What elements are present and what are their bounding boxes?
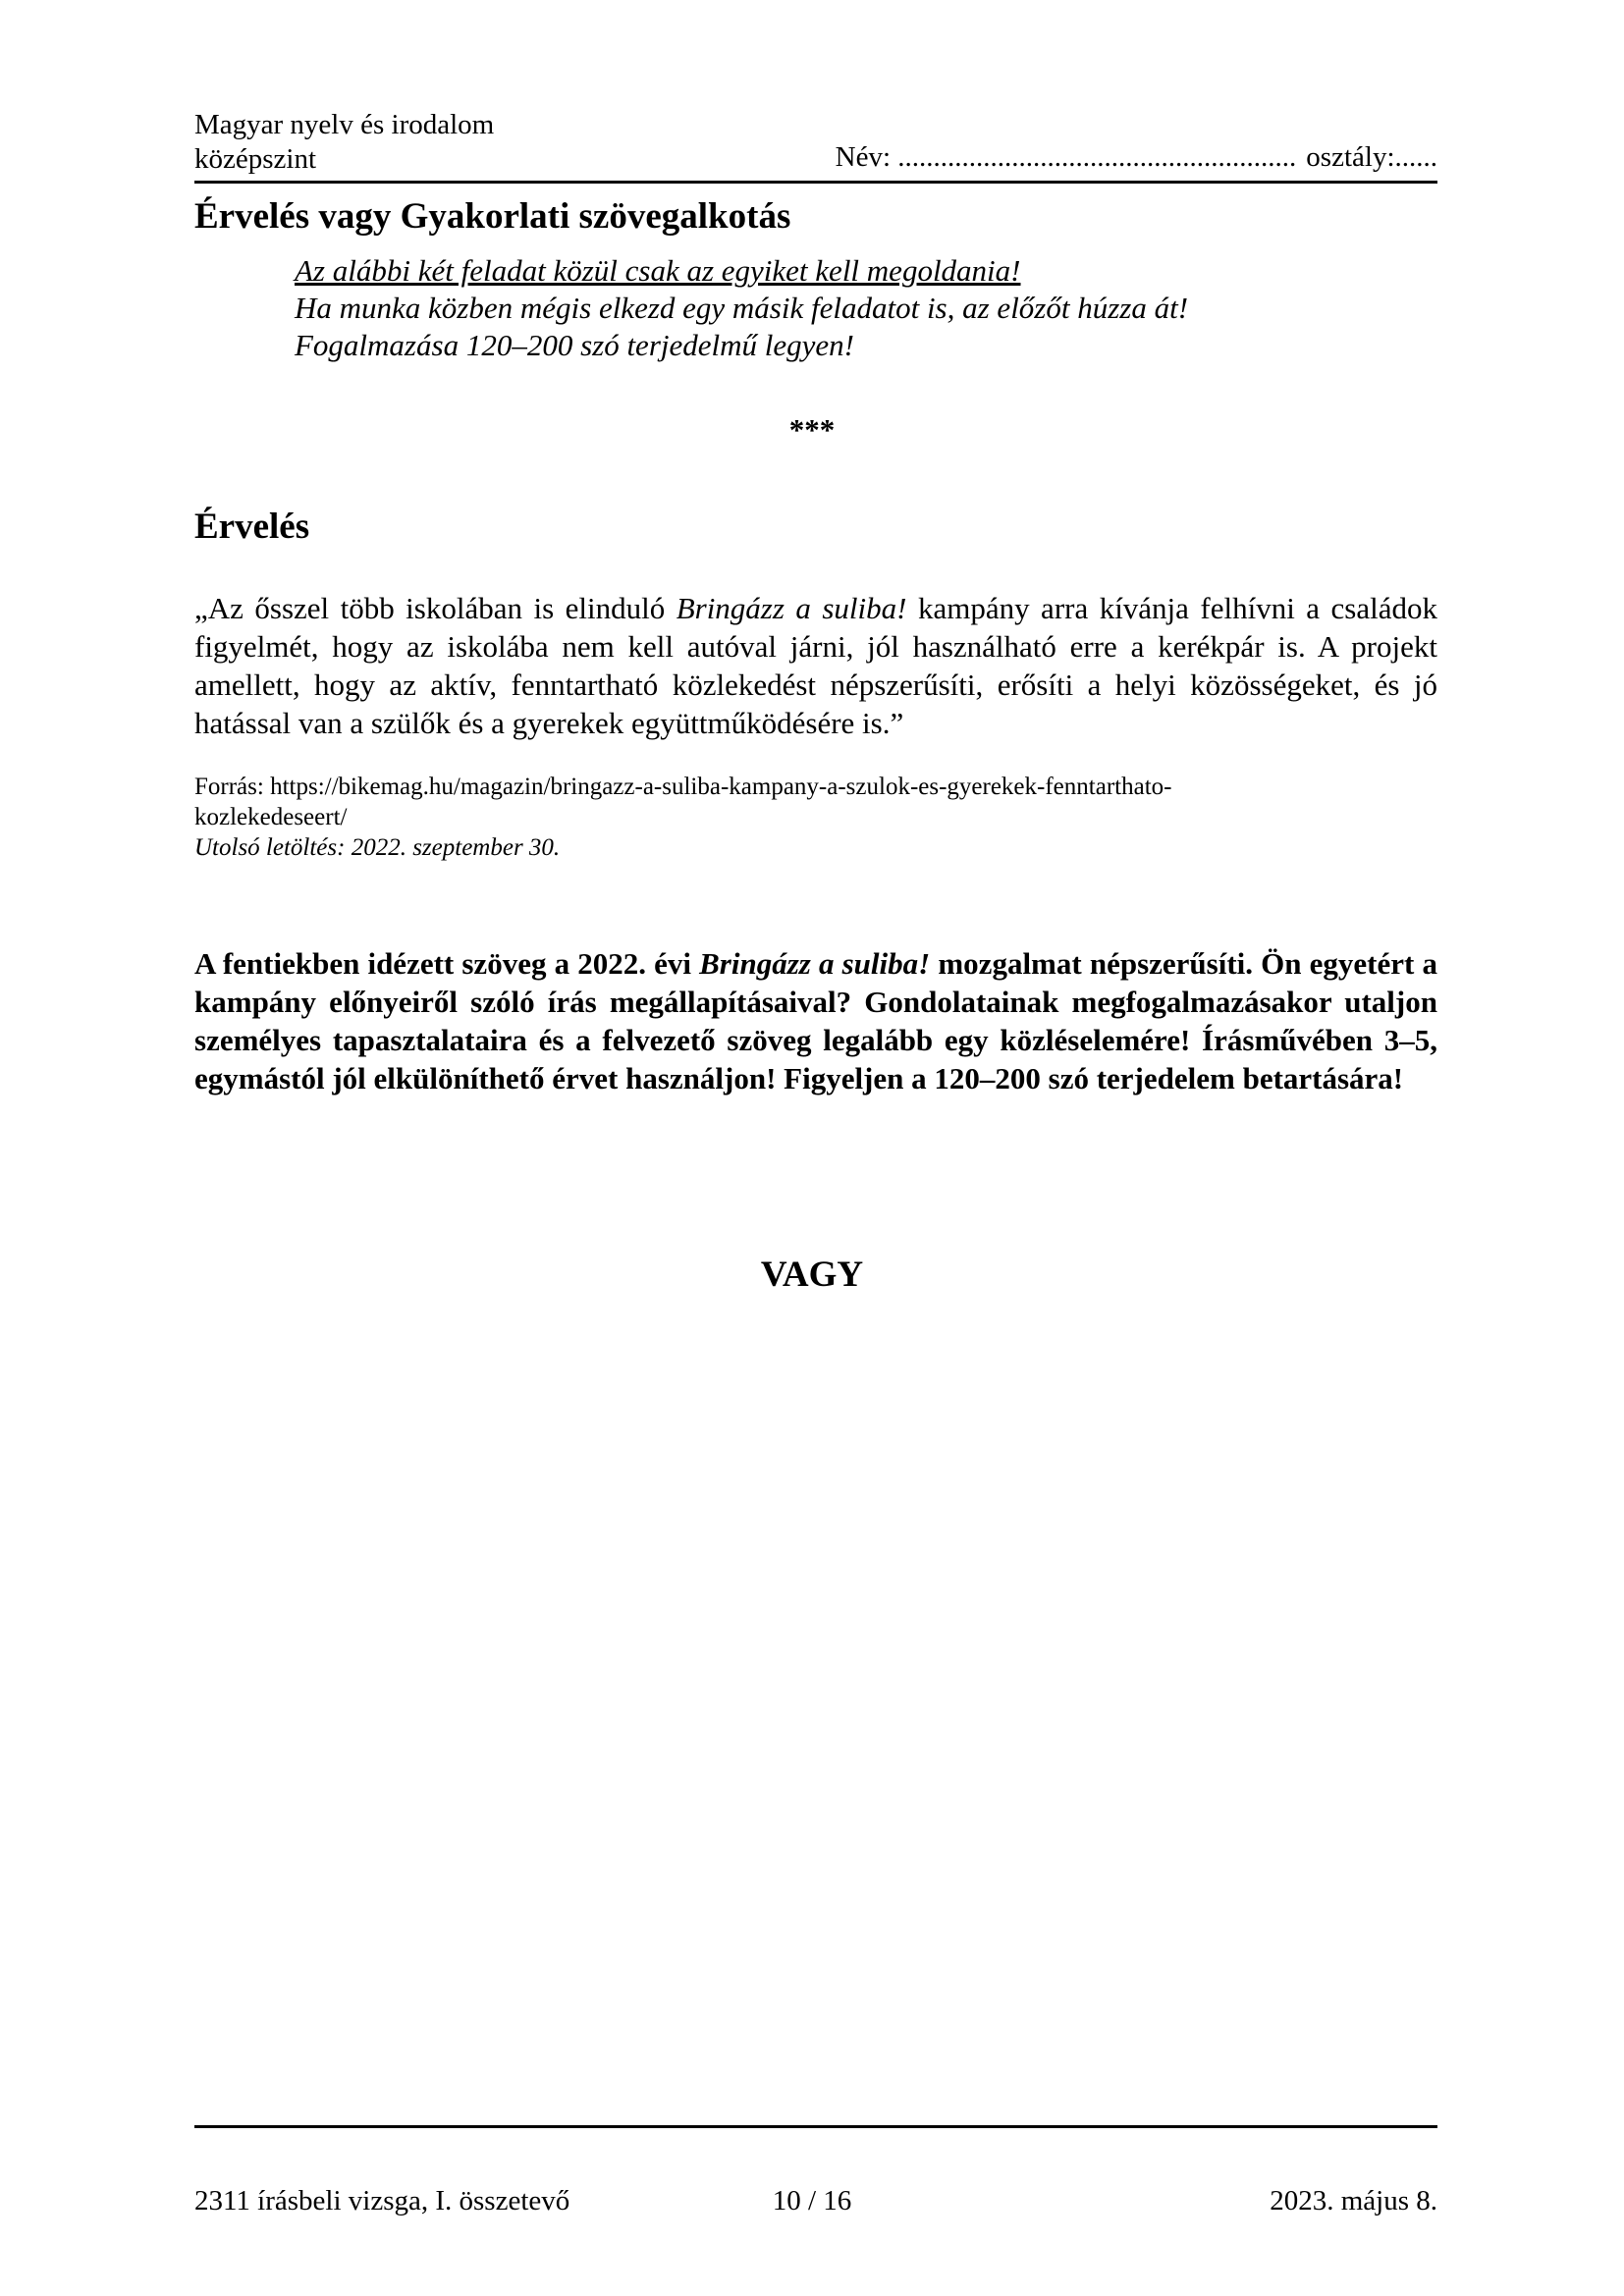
quote-part-1: „Az ősszel több iskolában is elinduló [194,591,677,625]
section-title: Érvelés vagy Gyakorlati szövegalkotás [194,196,791,237]
class-field: osztály:...... [1306,141,1437,173]
exam-date: 2023. május 8. [1270,2185,1437,2216]
student-fields [836,140,1437,175]
task-part-2: mozgalmat népszerűsíti. Ön egyetért a kampány előnyeiről szóló írás megállapításaival? Gondolatainak megfogalmazásakor utaljon személyes tapasztalataira és a felvezető szöveg legalább egy közléselemére! Írásművében 3–5, egymástól jól elkülöníthető érvet használjon! Figyeljen a 120–200 szó terjedelem betartására! [194,946,1437,1095]
subject-name: Magyar nyelv és irodalom [194,109,495,140]
download-date: Utolsó letöltés: 2022. szeptember 30. [194,834,561,861]
name-field: Név: ........................................................ [835,141,1297,173]
task-campaign-name: Bringázz a suliba! [699,946,931,981]
task-part-1: A fentiekben idézett szöveg a 2022. évi [194,946,700,981]
exam-code: 2311 írásbeli vizsga, I. összetevő [194,2185,570,2216]
footer-divider [194,2125,1437,2128]
quote-part-2: kampány arra kívánja felhívni a családok figyelmét, hogy az iskolába nem kell autóval járni, jól használható erre a kerékpár is. A projekt amellett, hogy az aktív, fenntartható közlekedést népszerűsíti, erősíti a helyi közösségeket, és jó hatással van a szülők és a gyerekek együttműködésére is.” [194,591,1437,740]
source-citation [194,772,1171,863]
task-prompt [194,944,1437,1097]
instruction-length: Fogalmazása 120–200 szó terjedelmű legyen! [295,328,854,362]
source-url-line-2: kozlekedeseert/ [194,804,348,830]
subject-level: középszint [194,143,317,175]
source-url-line-1: Forrás: https://bikemag.hu/magazin/bringazz-a-suliba-kampany-a-szulok-es-gyerekek-fenntarthato- [194,774,1172,800]
campaign-name: Bringázz a suliba! [676,591,907,625]
subject-header [194,108,494,177]
page-number: 10 / 16 [772,2185,852,2216]
instruction-cross-out: Ha munka közben mégis elkezd egy másik feladatot is, az előzőt húzza át! [295,291,1189,325]
erveles-title: Érvelés [194,507,310,547]
instruction-choose-one: Az alábbi két feladat közül csak az egyiket kell megoldania! [295,253,1021,288]
quoted-text [194,589,1437,742]
instructions [295,252,1188,364]
or-divider: VAGY [760,1255,864,1295]
header-divider [194,181,1437,184]
separator: *** [788,412,836,447]
